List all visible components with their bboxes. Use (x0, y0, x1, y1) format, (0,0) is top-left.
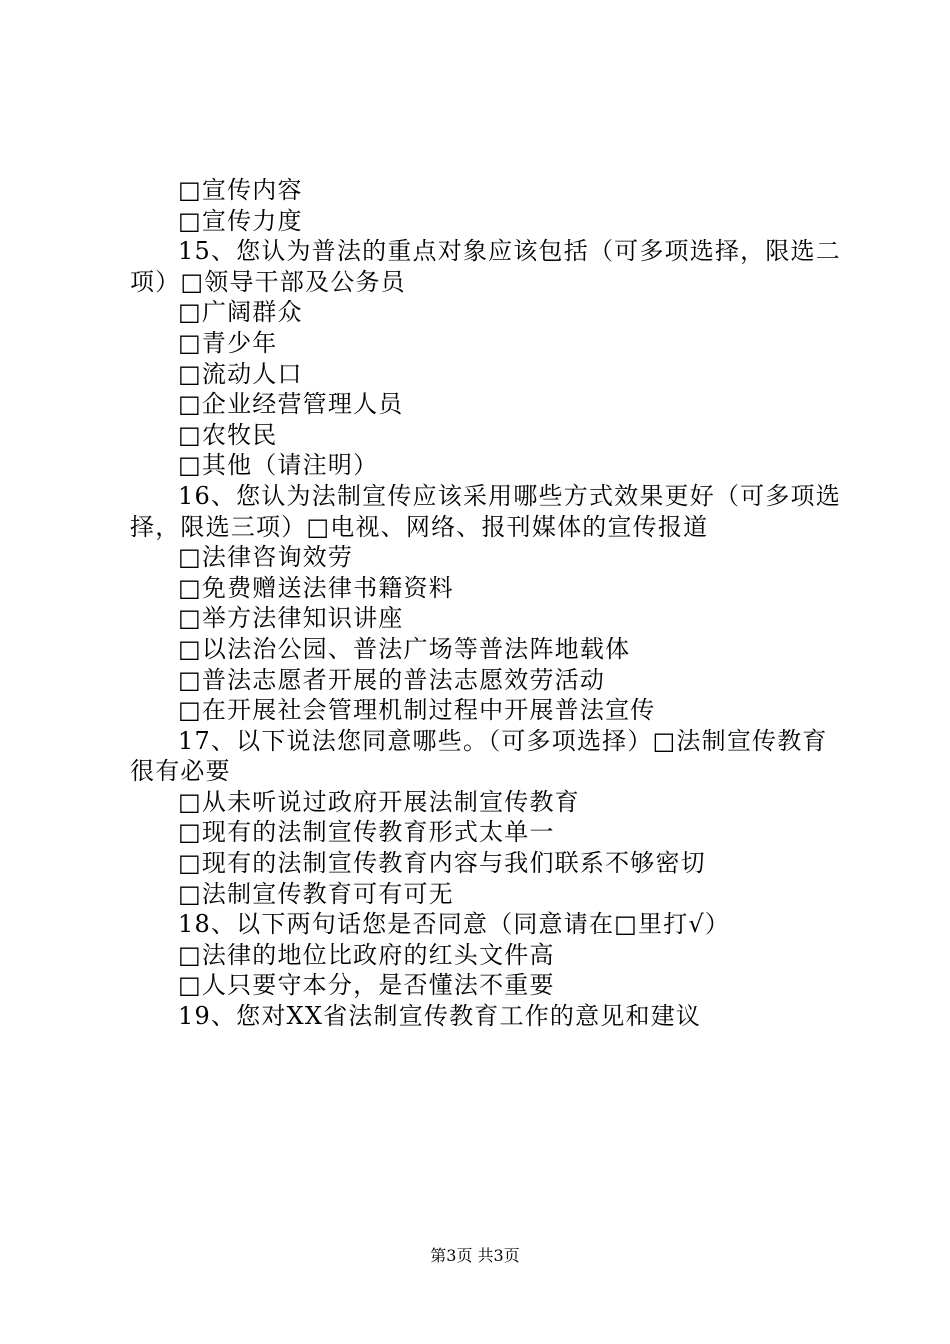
document-line: □法律咨询效劳 (178, 543, 354, 572)
document-line: □法制宣传教育可有可无 (178, 879, 454, 908)
document-line: 很有必要 (130, 757, 231, 786)
document-line: □广阔群众 (178, 298, 303, 327)
document-line: □农牧民 (178, 420, 278, 449)
document-line: □企业经营管理人员 (178, 390, 404, 419)
document-line: □流动人口 (178, 359, 303, 388)
document-line: 择，限选三项）□电视、网络、报刊媒体的宣传报道 (130, 512, 709, 541)
document-line: □从未听说过政府开展法制宣传教育 (178, 787, 580, 816)
document-line: □普法志愿者开展的普法志愿效劳活动 (178, 665, 606, 694)
document-line: □在开展社会管理机制过程中开展普法宣传 (178, 696, 656, 725)
document-body (130, 175, 841, 1032)
document-line: □宣传力度 (178, 206, 303, 235)
document-line: □举方法律知识讲座 (178, 604, 404, 633)
document-line: □其他（请注明） (178, 451, 379, 480)
document-line: 18、以下两句话您是否同意（同意请在□里打√） (178, 910, 731, 939)
document-line: □宣传内容 (178, 176, 303, 204)
document-line: □以法治公园、普法广场等普法阵地载体 (178, 634, 631, 663)
document-line: □人只要守本分，是否懂法不重要 (178, 971, 555, 1000)
document-line: □现有的法制宣传教育形式太单一 (178, 818, 555, 847)
document-line: 19、您对XX省法制宣传教育工作的意见和建议 (178, 1002, 702, 1031)
document-line: □法律的地位比政府的红头文件高 (178, 940, 555, 969)
page-footer: 第3页 共3页 (430, 1246, 520, 1265)
document-line: □现有的法制宣传教育内容与我们联系不够密切 (178, 849, 706, 878)
document-line: 17、以下说法您同意哪些。（可多项选择）□法制宣传教育 (178, 726, 828, 755)
document-line: □免费赠送法律书籍资料 (178, 573, 454, 602)
document-line: □青少年 (178, 328, 278, 357)
document-line: 16、您认为法制宣传应该采用哪些方式效果更好（可多项选 (178, 481, 841, 510)
document-line: 项）□领导干部及公务员 (130, 267, 406, 296)
document-line: 15、您认为普法的重点对象应该包括（可多项选择，限选二 (178, 237, 841, 266)
